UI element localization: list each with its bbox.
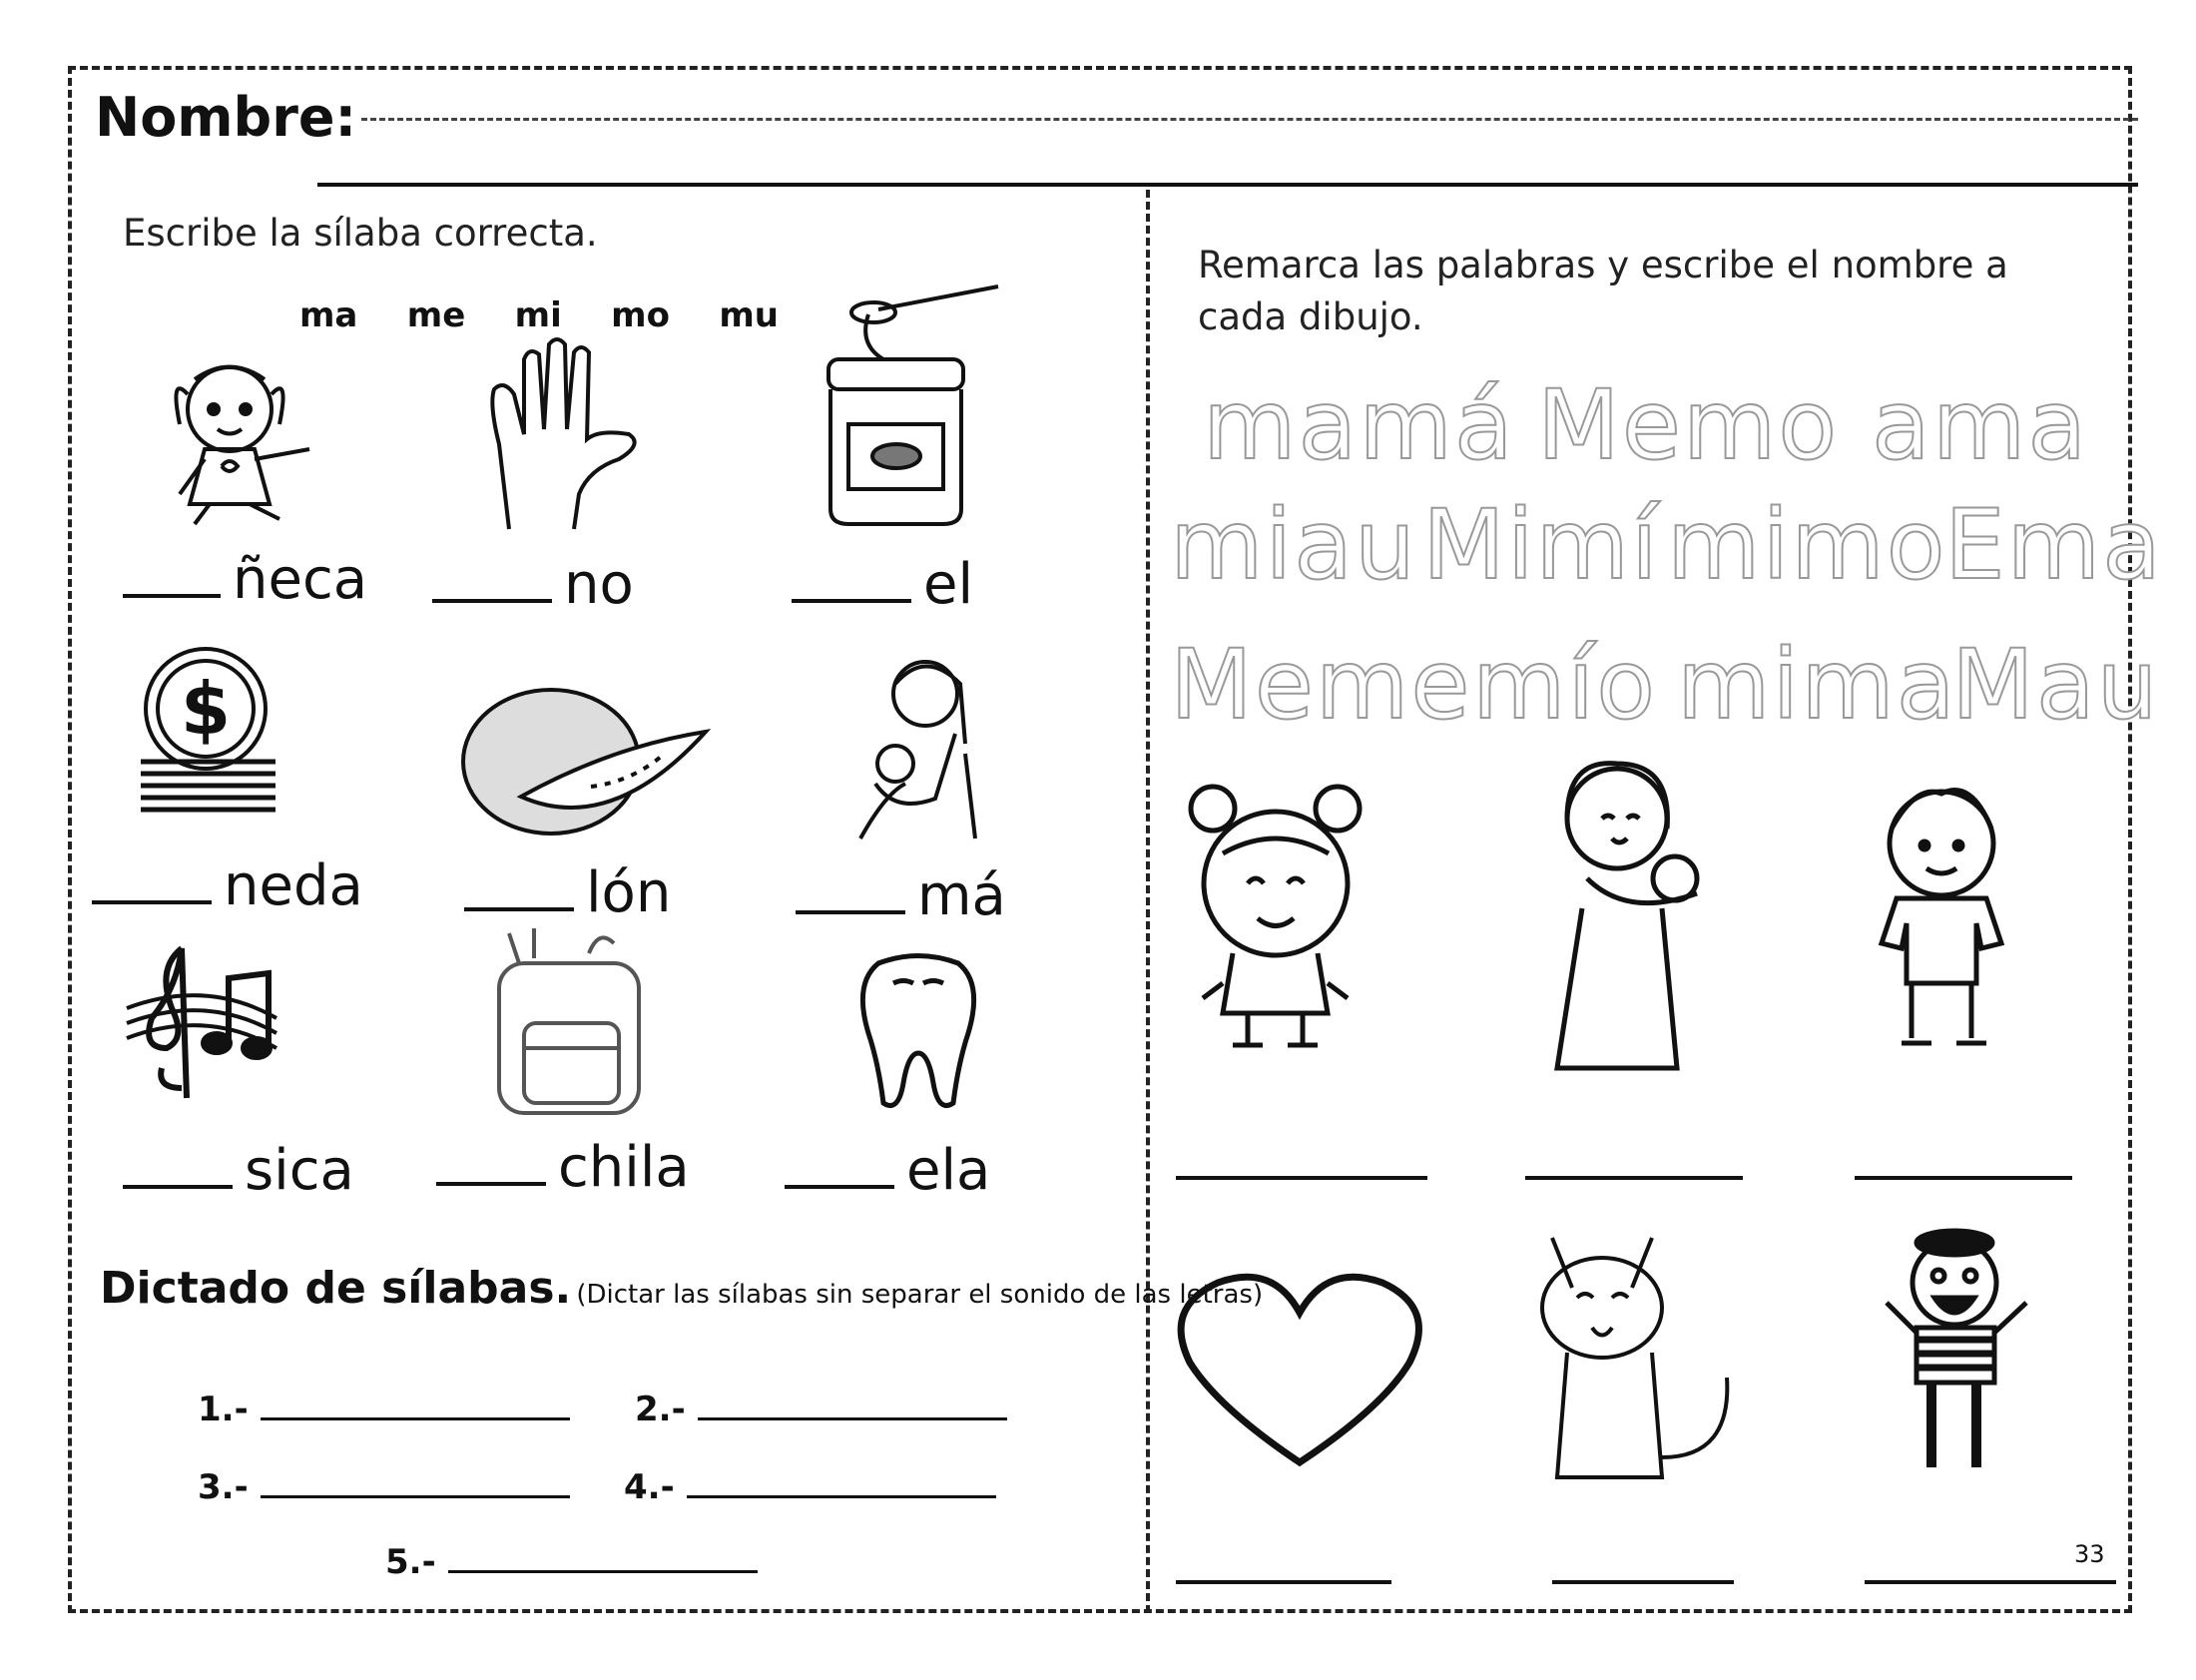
syllable-bank [299, 295, 779, 335]
dictation-title: Dictado de sílabas. [100, 1263, 572, 1314]
picture-name-line[interactable] [1865, 1580, 2116, 1584]
word-suffix: neda [224, 853, 363, 918]
syllable-item [796, 863, 1006, 928]
syllable: ma [299, 295, 358, 335]
trace-word: Mau [1951, 629, 2160, 741]
coin-icon [136, 644, 285, 823]
dictation-number: 5.- [385, 1542, 436, 1582]
boy-icon [1877, 784, 2006, 1077]
picture-name-line[interactable] [1176, 1580, 1391, 1584]
syllable-item [785, 1138, 990, 1203]
mother-baby-icon [855, 654, 985, 847]
dictation-number: 2.- [635, 1390, 686, 1429]
dictation-item [635, 1390, 1007, 1429]
trace-word: mío [1472, 629, 1657, 741]
picture-name-line[interactable] [1552, 1580, 1734, 1584]
dictation-line[interactable] [698, 1411, 1007, 1420]
word-suffix: ñeca [233, 547, 368, 612]
syllable-item [464, 860, 671, 925]
picture-name-line[interactable] [1176, 1176, 1427, 1180]
answer-blank[interactable] [123, 586, 221, 598]
word-suffix: ela [906, 1138, 991, 1203]
syllable: me [406, 295, 466, 335]
doll-icon [150, 354, 329, 533]
dictation-number: 1.- [198, 1390, 249, 1429]
girl-icon [1183, 784, 1372, 1067]
syllable-item [792, 552, 973, 617]
hand-icon [469, 334, 659, 533]
trace-word: mamá [1203, 369, 1515, 481]
syllable: mo [611, 295, 670, 335]
syllable: mi [514, 295, 562, 335]
music-notes-icon [127, 938, 276, 1102]
trace-word: Mimí [1422, 489, 1660, 601]
heart-icon [1178, 1268, 1422, 1471]
trace-word: miau [1170, 489, 1417, 601]
dictation-number: 3.- [198, 1467, 249, 1507]
answer-blank[interactable] [436, 1174, 546, 1186]
answer-blank[interactable] [464, 899, 574, 911]
dictation-number: 4.- [624, 1467, 675, 1507]
dictation-item [198, 1467, 570, 1507]
syllable-item [92, 853, 363, 918]
trace-word: Ema [1944, 489, 2163, 601]
dictation-item [198, 1390, 570, 1429]
answer-blank[interactable] [796, 902, 905, 914]
syllable-item [436, 1135, 690, 1200]
honey-jar-icon [819, 284, 1008, 533]
dictation-line[interactable] [687, 1489, 996, 1498]
name-write-line[interactable] [317, 183, 2138, 187]
syllable-item [123, 1138, 354, 1203]
picture-name-line[interactable] [1855, 1176, 2072, 1180]
column-divider [1146, 190, 1150, 1613]
name-label: Nombre: [95, 86, 357, 149]
answer-blank[interactable] [785, 1177, 894, 1189]
dictation-item [624, 1467, 996, 1507]
dictation-item [385, 1542, 758, 1582]
svg-text:$: $ [180, 667, 232, 751]
mime-icon [1877, 1218, 2036, 1481]
dictation-line[interactable] [261, 1489, 570, 1498]
backpack-icon [489, 923, 649, 1122]
right-instruction: Remarca las palabras y escribe el nombre a cada dibujo. [1198, 244, 2008, 338]
melon-icon [461, 687, 711, 840]
cat-icon [1532, 1228, 1747, 1491]
page-number: 33 [2074, 1540, 2105, 1568]
answer-blank[interactable] [432, 591, 552, 603]
dictation-line[interactable] [448, 1564, 758, 1573]
syllable-item [432, 552, 634, 617]
answer-blank[interactable] [792, 591, 911, 603]
answer-blank[interactable] [92, 892, 212, 904]
word-suffix: sica [245, 1138, 354, 1203]
word-suffix: má [917, 863, 1006, 928]
answer-blank[interactable] [123, 1177, 233, 1189]
word-suffix: no [564, 552, 634, 617]
word-suffix: el [923, 552, 974, 617]
name-dashed-line [361, 118, 2138, 121]
trace-word: Memo [1537, 369, 1840, 481]
trace-word: Meme [1170, 629, 1472, 741]
trace-word: mima [1677, 629, 1957, 741]
mother-baby-icon [1547, 759, 1707, 1077]
picture-name-line[interactable] [1525, 1176, 1743, 1180]
word-suffix: lón [586, 860, 672, 925]
trace-word: mimo [1667, 489, 1947, 601]
word-suffix: chila [558, 1135, 690, 1200]
left-instruction: Escribe la sílaba correcta. [123, 212, 598, 255]
tooth-icon [858, 953, 978, 1117]
dictation-header [100, 1263, 1263, 1314]
dictation-note: (Dictar las sílabas sin separar el sonido de las letras) [576, 1280, 1264, 1310]
syllable: mu [719, 295, 779, 335]
trace-word: ama [1872, 369, 2089, 481]
syllable-item [123, 547, 367, 612]
dictation-line[interactable] [261, 1411, 570, 1420]
